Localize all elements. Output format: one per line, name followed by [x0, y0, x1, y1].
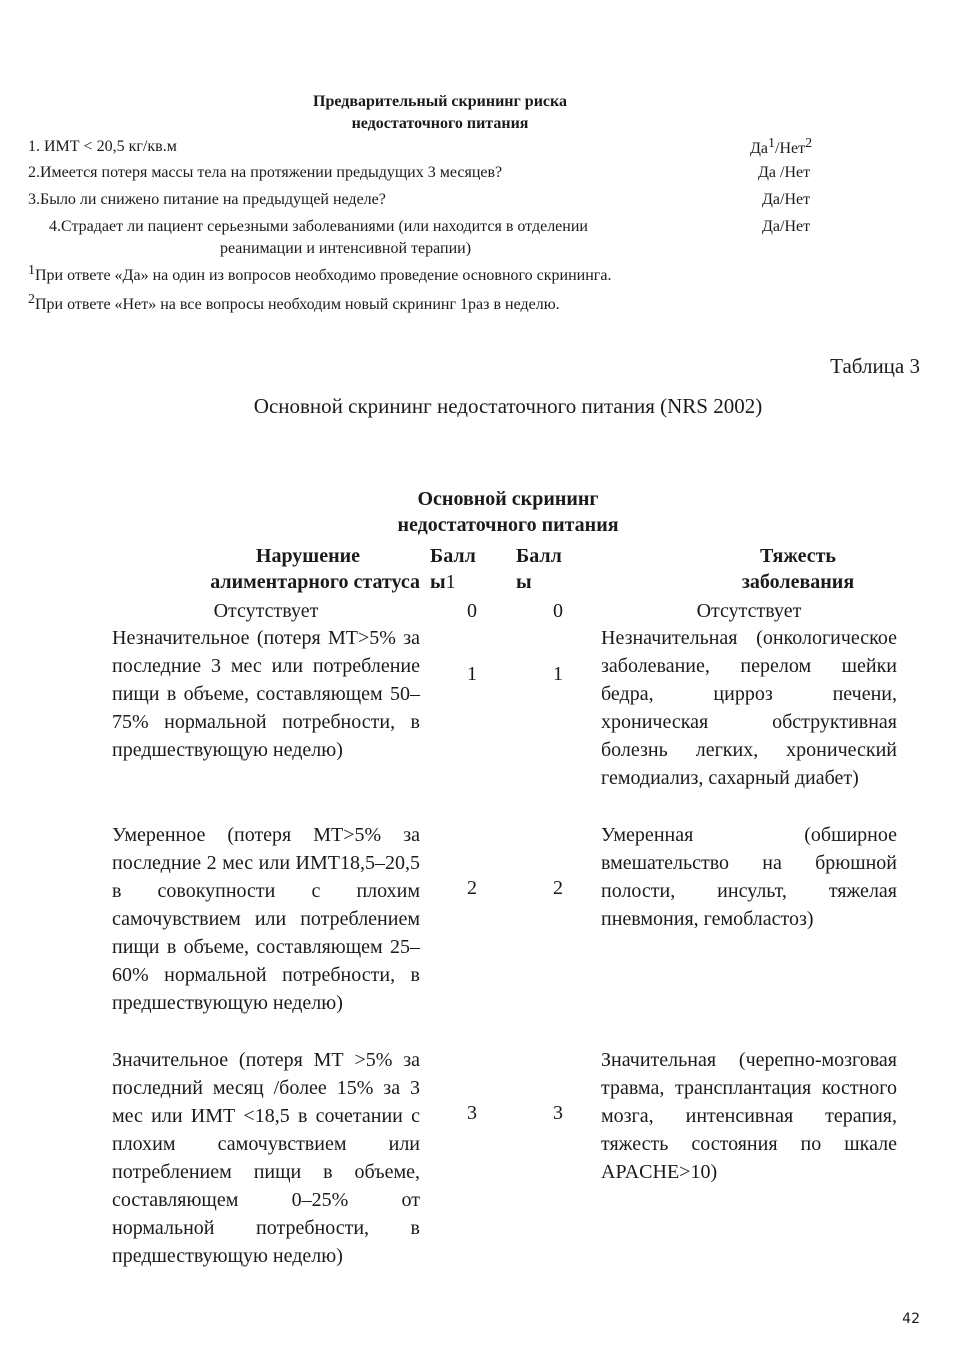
answer-1 [750, 138, 812, 160]
prelim-title [0, 91, 880, 135]
header-severity [668, 543, 928, 595]
answer-1-sep: /Нет [775, 140, 806, 157]
answer-1-yes-sup: 1 [768, 136, 776, 151]
row0-score1: 0 [467, 600, 477, 622]
footnote-1-mark: 1 [28, 263, 35, 278]
table-title-line2: недостаточного питания [397, 514, 619, 536]
row3-severity: Значительная (черепно-мозговая травма, трансплантация костного мозга, интенсивная терапия, тяжесть состояния по шкале APACHE>10) [601, 1049, 897, 1183]
footnote-1-text: При ответе «Да» на один из вопросов необходимо проведение основного скрининга. [35, 267, 612, 284]
prelim-title-line1: Предварительный скрининг риска [313, 93, 567, 110]
row0-severity: Отсутствует [696, 600, 802, 622]
main-title: Основной скрининг недостаточного питания (NRS 2002) [253, 394, 763, 418]
answer-1-no-sup: 2 [805, 136, 813, 151]
row2-score2: 2 [553, 877, 563, 899]
page-number: 42 [902, 1311, 920, 1327]
header-score1 [430, 543, 476, 595]
header-score1-sup: 1 [445, 571, 456, 593]
table-title [0, 486, 954, 538]
header-score1-line2: ы [430, 571, 446, 593]
row2-status: Умеренное (потеря МТ>5% за последние 2 мес или ИМТ18,5–20,5 в совокупности с плохим самочувствием или потреблением пищи в объеме, составляющем 25–60% нормальной потребности, в предшествующую неделю) [112, 824, 420, 1014]
row0-status: Отсутствует [213, 600, 319, 622]
question-3: 3.Было ли снижено питание на предыдущей неделе? [28, 191, 386, 208]
prelim-title-line2: недостаточного питания [351, 115, 529, 132]
header-status-line1: Нарушение [255, 545, 360, 567]
answer-3: Да/Нет [762, 191, 811, 208]
header-score2-line1: Балл [516, 545, 562, 567]
question-4-line2: реанимации и интенсивной терапии) [220, 240, 472, 257]
answer-2: Да /Нет [758, 164, 811, 181]
row3-score1: 3 [467, 1102, 477, 1124]
question-2: 2.Имеется потеря массы тела на протяжении предыдущих 3 месяцев? [28, 164, 503, 181]
footnote-2-mark: 2 [28, 292, 35, 307]
answer-1-yes: Да [750, 140, 769, 157]
header-score1-line1: Балл [430, 545, 476, 567]
header-severity-line2: заболевания [741, 571, 855, 593]
row1-score1: 1 [467, 663, 477, 685]
table-number: Таблица 3 [830, 354, 920, 378]
answer-4: Да/Нет [762, 218, 811, 235]
row1-score2: 1 [553, 663, 563, 685]
header-severity-line1: Тяжесть [759, 545, 837, 567]
row1-status: Незначительное (потеря МТ>5% за последние 3 мес или потребление пищи в объеме, составляющем 50–75% нормальной потребности, в предшествующую неделю) [112, 627, 420, 761]
footnote-2 [28, 294, 560, 316]
question-1: 1. ИМТ < 20,5 кг/кв.м [28, 138, 177, 155]
footnote-1 [28, 265, 611, 287]
row0-score2: 0 [553, 600, 563, 622]
row1-severity: Незначительная (онкологическое заболевание, перелом шейки бедра, цирроз печени, хроническая обструктивная болезнь легких, хронический гемодиализ, сахарный диабет) [601, 627, 897, 789]
table-title-line1: Основной скрининг [417, 488, 599, 510]
header-status-line2: алиментарного статуса [210, 571, 420, 593]
row2-score1: 2 [467, 877, 477, 899]
footnote-2-text: При ответе «Нет» на все вопросы необходим новый скрининг 1раз в неделю. [35, 296, 560, 313]
row3-score2: 3 [553, 1102, 563, 1124]
row3-status: Значительное (потеря МТ >5% за последний месяц /более 15% за 3 мес или ИМТ <18,5 в сочетании с плохим самочувствием или потреблением пищи в объеме, составляющем 0–25% от нормальной потребности, в предшествующую неделю) [112, 1049, 420, 1267]
header-score2 [516, 543, 562, 595]
header-status [112, 543, 420, 595]
header-score2-line2: ы [516, 571, 532, 593]
row2-severity: Умеренная (обширное вмешательство на брюшной полости, инсульт, тяжелая пневмония, гемобластоз) [601, 824, 897, 930]
question-4-line1: 4.Страдает ли пациент серьезными заболеваниями (или находится в отделении [49, 218, 588, 235]
